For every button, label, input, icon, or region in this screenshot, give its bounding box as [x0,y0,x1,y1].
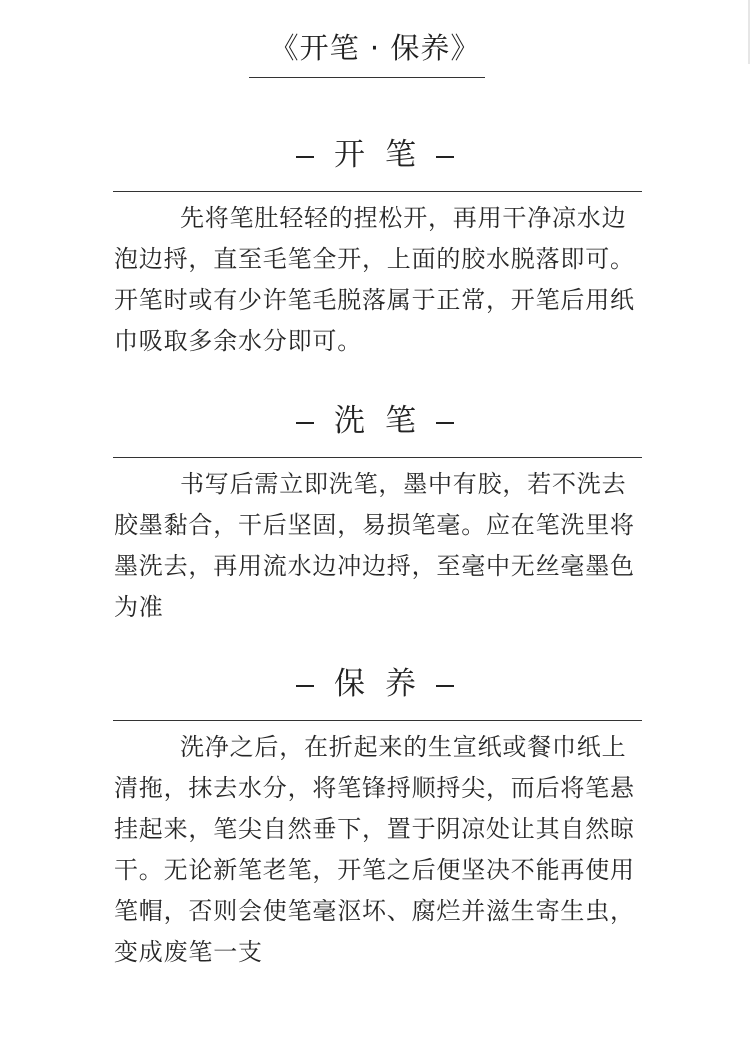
section-body-text: 书写后需立即洗笔，墨中有胶，若不洗去胶墨黏合，干后坚固，易损笔毫。应在笔洗里将墨洗去，再用流水边冲边捋，至毫中无丝毫墨色为准 [114,470,635,621]
page-title: 《开笔 · 保养》 [269,31,481,65]
section-heading [0,664,750,704]
section-divider [113,720,642,721]
section-heading [0,135,750,175]
section-body-text: 先将笔肚轻轻的捏松开，再用干净凉水边泡边捋，直至毛笔全开，上面的胶水脱落即可。开笔时或有少许笔毛脱落属于正常，开笔后用纸巾吸取多余水分即可。 [114,204,635,355]
title-underline [249,77,485,78]
heading-dash-right [436,156,454,158]
section-divider [113,457,642,458]
heading-dash-right [436,422,454,424]
section-divider [113,191,642,192]
section-heading-text: 保养 [334,666,436,702]
heading-dash-left [296,685,314,687]
heading-dash-left [296,422,314,424]
heading-dash-left [296,156,314,158]
heading-dash-right [436,685,454,687]
section-heading-text: 开笔 [334,137,436,173]
section-body-text: 洗净之后，在折起来的生宣纸或餐巾纸上清拖，抹去水分，将笔锋捋顺捋尖，而后将笔悬挂起来，笔尖自然垂下，置于阴凉处让其自然晾干。无论新笔老笔，开笔之后便坚决不能再使用笔帽，否则会使笔毫沤坏、腐烂并滋生寄生虫，变成废笔一支 [114,733,635,966]
section-heading-text: 洗笔 [334,403,436,439]
section-heading [0,401,750,441]
